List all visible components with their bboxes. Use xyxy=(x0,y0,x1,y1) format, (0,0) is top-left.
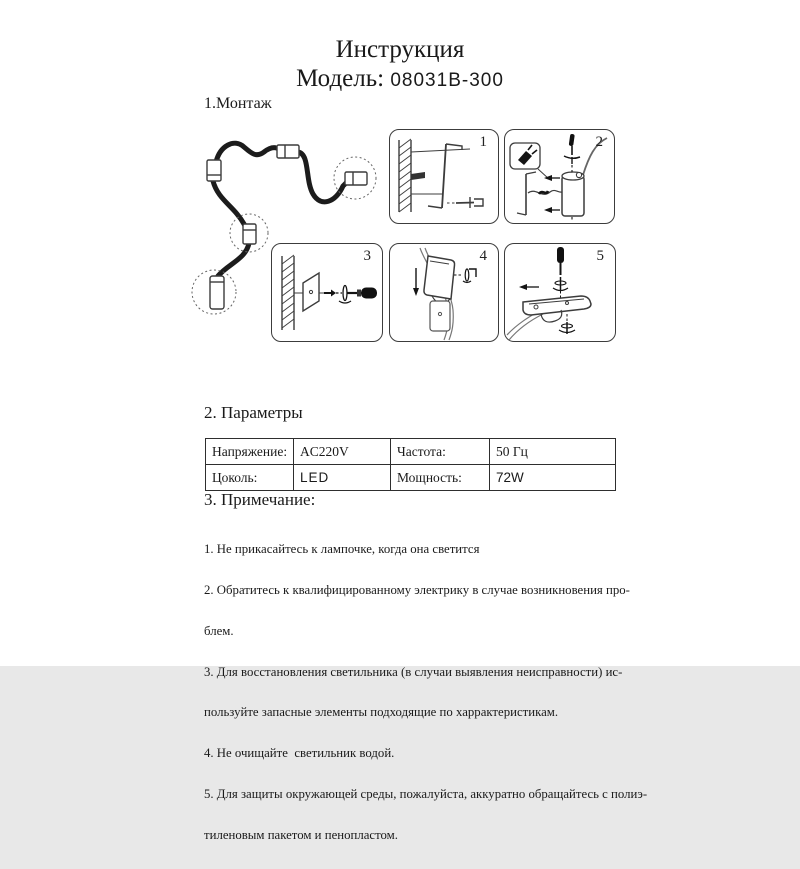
ceiling-bracket xyxy=(523,296,591,322)
table-row xyxy=(206,465,616,491)
note-line: 1. Не прикасайтесь к лампочке, когда она светится xyxy=(204,542,480,557)
model-label: Модель: xyxy=(296,65,385,92)
step-number: 5 xyxy=(596,248,604,264)
section-params-heading: 2. Параметры xyxy=(204,403,303,422)
notes-block xyxy=(204,516,647,869)
page-title: Инструкция xyxy=(335,36,465,63)
step-3-panel xyxy=(271,243,383,342)
arrow-down-icon xyxy=(413,268,419,296)
wall-hatch xyxy=(282,255,294,330)
model-number: 08031B-300 xyxy=(390,70,504,91)
note-line: пользуйте запасные элементы подходящие по харрактеристикам. xyxy=(204,705,559,720)
screwdriver-icon xyxy=(557,247,564,275)
step-1-panel xyxy=(389,129,499,224)
arrow-left-icon xyxy=(519,284,539,290)
note-line: 2. Обратитесь к квалифицированному электрику в случае возникновения про- xyxy=(204,582,630,597)
wall-hatch xyxy=(399,139,411,212)
wall-plate xyxy=(303,273,319,311)
screw-icon xyxy=(553,277,568,299)
driver-cylinder xyxy=(562,172,584,216)
param-label: Напряжение: xyxy=(206,439,294,465)
table-row xyxy=(206,439,616,465)
param-label: Мощность: xyxy=(391,465,490,491)
mount-clips xyxy=(207,145,367,244)
step-number: 2 xyxy=(595,134,603,150)
param-value: 72W xyxy=(490,465,616,491)
mounting-bracket xyxy=(517,172,536,215)
model-line xyxy=(0,65,800,94)
param-value: AC220V xyxy=(294,439,391,465)
param-value: 50 Гц xyxy=(490,439,616,465)
note-line: 5. Для защиты окружающей среды, пожалуйста, аккуратно обращайтесь с полиэ- xyxy=(204,786,648,801)
step-4-panel xyxy=(389,243,499,342)
anchor-screw-icon xyxy=(324,286,351,304)
step-number: 1 xyxy=(479,134,487,150)
note-line: 4. Не очищайте светильник водой. xyxy=(204,746,395,761)
step-5-panel xyxy=(504,243,616,342)
section-montage-heading: 1.Монтаж xyxy=(204,95,272,112)
cable-line xyxy=(507,311,543,340)
step-number: 4 xyxy=(479,248,487,264)
wall-bracket xyxy=(411,172,425,180)
note-line: 3. Для восстановления светильника (в случаи выявления неисправности) ис- xyxy=(204,664,623,679)
wires-knot xyxy=(528,190,562,194)
section-notes-heading: 3. Примечание: xyxy=(204,490,316,509)
parameters-table xyxy=(205,438,616,491)
note-line: тиленовым пакетом и пенопластом. xyxy=(204,827,398,842)
screw-icon xyxy=(454,269,476,283)
param-value: LED xyxy=(294,465,391,491)
clip-cover xyxy=(424,256,455,331)
note-line: блем. xyxy=(204,623,234,638)
screw-icon xyxy=(447,197,483,208)
lamp-end-tube xyxy=(210,276,224,309)
param-label: Цоколь: xyxy=(206,465,294,491)
step-number: 3 xyxy=(363,248,371,264)
mounting-rail xyxy=(428,144,462,208)
screwdriver-icon xyxy=(347,288,377,299)
guide-lines xyxy=(411,149,470,194)
param-label: Частота: xyxy=(391,439,490,465)
step-2-panel xyxy=(504,129,615,224)
